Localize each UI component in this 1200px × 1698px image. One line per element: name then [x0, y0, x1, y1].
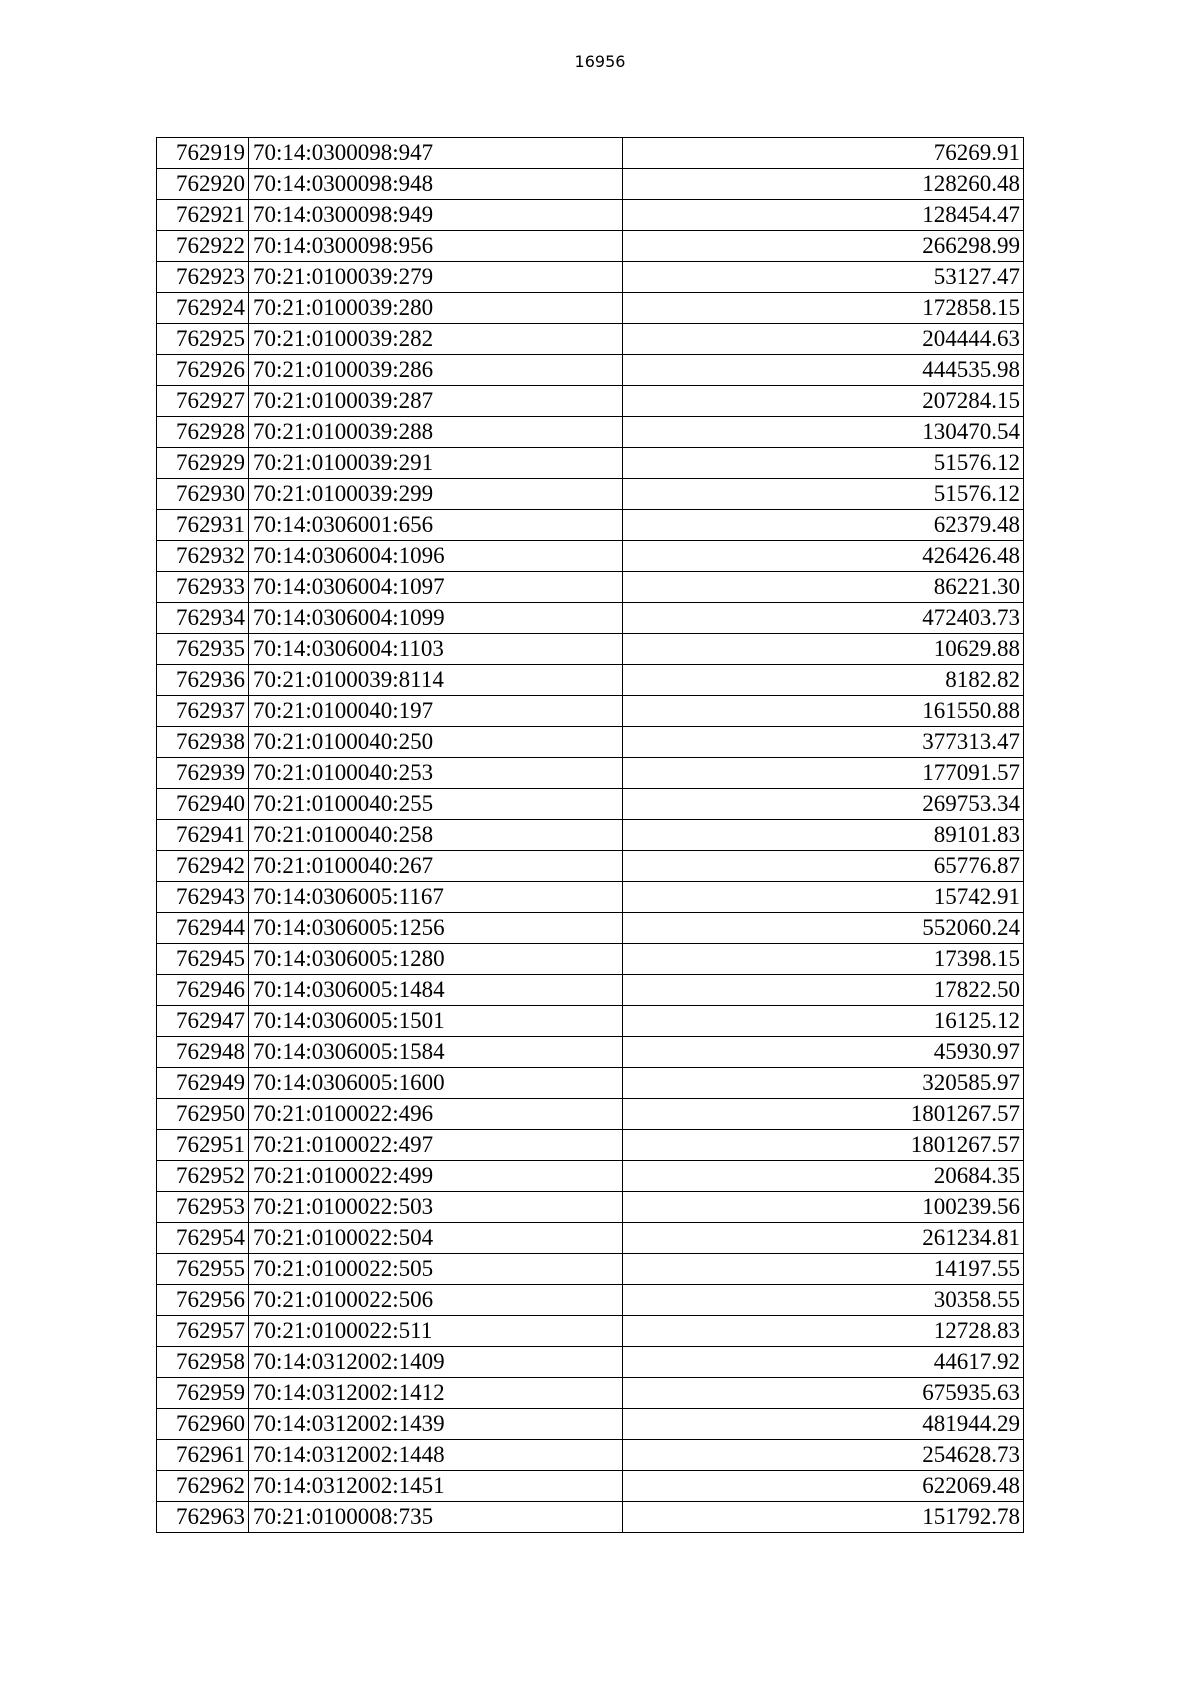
cadastral-number-cell: 70:21:0100022:511: [249, 1316, 623, 1347]
cadastral-number-cell: 70:14:0312002:1409: [249, 1347, 623, 1378]
row-id-cell: 762960: [157, 1409, 249, 1440]
table-row: [157, 727, 1024, 758]
row-id-cell: 762926: [157, 355, 249, 386]
cadastral-number-cell: 70:21:0100039:8114: [249, 665, 623, 696]
row-id-cell: 762923: [157, 262, 249, 293]
row-id-cell: 762943: [157, 882, 249, 913]
cadastral-number-cell: 70:14:0300098:947: [249, 138, 623, 169]
cadastral-number-cell: 70:21:0100039:287: [249, 386, 623, 417]
row-id-cell: 762956: [157, 1285, 249, 1316]
row-id-cell: 762946: [157, 975, 249, 1006]
cadastral-number-cell: 70:14:0306005:1484: [249, 975, 623, 1006]
row-id-cell: 762948: [157, 1037, 249, 1068]
value-cell: 254628.73: [623, 1440, 1024, 1471]
row-id-cell: 762934: [157, 603, 249, 634]
cadastral-number-cell: 70:14:0306005:1584: [249, 1037, 623, 1068]
row-id-cell: 762957: [157, 1316, 249, 1347]
row-id-cell: 762944: [157, 913, 249, 944]
row-id-cell: 762932: [157, 541, 249, 572]
cadastral-number-cell: 70:14:0300098:948: [249, 169, 623, 200]
row-id-cell: 762945: [157, 944, 249, 975]
value-cell: 10629.88: [623, 634, 1024, 665]
cadastral-number-cell: 70:21:0100022:503: [249, 1192, 623, 1223]
row-id-cell: 762930: [157, 479, 249, 510]
value-cell: 204444.63: [623, 324, 1024, 355]
value-cell: 261234.81: [623, 1223, 1024, 1254]
table-row: [157, 1285, 1024, 1316]
row-id-cell: 762919: [157, 138, 249, 169]
value-cell: 17822.50: [623, 975, 1024, 1006]
table-row: [157, 231, 1024, 262]
cadastral-number-cell: 70:21:0100022:499: [249, 1161, 623, 1192]
table-row: [157, 1316, 1024, 1347]
table-row: [157, 417, 1024, 448]
value-cell: 1801267.57: [623, 1130, 1024, 1161]
row-id-cell: 762959: [157, 1378, 249, 1409]
row-id-cell: 762942: [157, 851, 249, 882]
table-row: [157, 1440, 1024, 1471]
table-row: [157, 634, 1024, 665]
table-row: [157, 324, 1024, 355]
table-row: [157, 1130, 1024, 1161]
row-id-cell: 762935: [157, 634, 249, 665]
value-cell: 14197.55: [623, 1254, 1024, 1285]
value-cell: 269753.34: [623, 789, 1024, 820]
cadastral-number-cell: 70:14:0312002:1448: [249, 1440, 623, 1471]
row-id-cell: 762920: [157, 169, 249, 200]
table-row: [157, 665, 1024, 696]
table-row: [157, 696, 1024, 727]
cadastral-number-cell: 70:14:0306005:1256: [249, 913, 623, 944]
row-id-cell: 762951: [157, 1130, 249, 1161]
cadastral-number-cell: 70:21:0100022:506: [249, 1285, 623, 1316]
cadastral-number-cell: 70:21:0100040:255: [249, 789, 623, 820]
value-cell: 30358.55: [623, 1285, 1024, 1316]
table-row: [157, 944, 1024, 975]
value-cell: 15742.91: [623, 882, 1024, 913]
row-id-cell: 762922: [157, 231, 249, 262]
row-id-cell: 762947: [157, 1006, 249, 1037]
table-row: [157, 882, 1024, 913]
value-cell: 44617.92: [623, 1347, 1024, 1378]
row-id-cell: 762962: [157, 1471, 249, 1502]
value-cell: 172858.15: [623, 293, 1024, 324]
table-row: [157, 975, 1024, 1006]
value-cell: 151792.78: [623, 1502, 1024, 1533]
table-row: [157, 913, 1024, 944]
row-id-cell: 762927: [157, 386, 249, 417]
row-id-cell: 762924: [157, 293, 249, 324]
value-cell: 266298.99: [623, 231, 1024, 262]
table-row: [157, 1409, 1024, 1440]
table-row: [157, 510, 1024, 541]
registry-table-body: [157, 138, 1024, 1533]
cadastral-number-cell: 70:21:0100039:282: [249, 324, 623, 355]
cadastral-number-cell: 70:21:0100022:505: [249, 1254, 623, 1285]
value-cell: 207284.15: [623, 386, 1024, 417]
row-id-cell: 762961: [157, 1440, 249, 1471]
cadastral-number-cell: 70:14:0312002:1451: [249, 1471, 623, 1502]
cadastral-number-cell: 70:14:0306004:1103: [249, 634, 623, 665]
table-row: [157, 386, 1024, 417]
row-id-cell: 762933: [157, 572, 249, 603]
table-row: [157, 1502, 1024, 1533]
table-row: [157, 479, 1024, 510]
cadastral-number-cell: 70:14:0306005:1167: [249, 882, 623, 913]
row-id-cell: 762958: [157, 1347, 249, 1378]
cadastral-number-cell: 70:14:0306005:1600: [249, 1068, 623, 1099]
table-row: [157, 789, 1024, 820]
table-row: [157, 1037, 1024, 1068]
row-id-cell: 762937: [157, 696, 249, 727]
table-row: [157, 1378, 1024, 1409]
value-cell: 45930.97: [623, 1037, 1024, 1068]
table-row: [157, 1099, 1024, 1130]
row-id-cell: 762938: [157, 727, 249, 758]
value-cell: 320585.97: [623, 1068, 1024, 1099]
value-cell: 128454.47: [623, 200, 1024, 231]
value-cell: 62379.48: [623, 510, 1024, 541]
table-row: [157, 1192, 1024, 1223]
row-id-cell: 762928: [157, 417, 249, 448]
value-cell: 622069.48: [623, 1471, 1024, 1502]
registry-table: [156, 137, 1024, 1533]
value-cell: 51576.12: [623, 479, 1024, 510]
cadastral-number-cell: 70:21:0100040:197: [249, 696, 623, 727]
row-id-cell: 762931: [157, 510, 249, 541]
cadastral-number-cell: 70:21:0100022:497: [249, 1130, 623, 1161]
value-cell: 481944.29: [623, 1409, 1024, 1440]
value-cell: 377313.47: [623, 727, 1024, 758]
row-id-cell: 762936: [157, 665, 249, 696]
value-cell: 472403.73: [623, 603, 1024, 634]
row-id-cell: 762939: [157, 758, 249, 789]
table-row: [157, 262, 1024, 293]
cadastral-number-cell: 70:21:0100039:279: [249, 262, 623, 293]
value-cell: 86221.30: [623, 572, 1024, 603]
row-id-cell: 762929: [157, 448, 249, 479]
row-id-cell: 762952: [157, 1161, 249, 1192]
table-row: [157, 1068, 1024, 1099]
value-cell: 17398.15: [623, 944, 1024, 975]
value-cell: 65776.87: [623, 851, 1024, 882]
value-cell: 100239.56: [623, 1192, 1024, 1223]
table-row: [157, 1223, 1024, 1254]
table-row: [157, 169, 1024, 200]
cadastral-number-cell: 70:14:0300098:949: [249, 200, 623, 231]
table-row: [157, 293, 1024, 324]
row-id-cell: 762941: [157, 820, 249, 851]
table-row: [157, 1161, 1024, 1192]
value-cell: 675935.63: [623, 1378, 1024, 1409]
value-cell: 444535.98: [623, 355, 1024, 386]
table-row: [157, 603, 1024, 634]
cadastral-number-cell: 70:21:0100022:504: [249, 1223, 623, 1254]
cadastral-number-cell: 70:14:0306004:1097: [249, 572, 623, 603]
table-row: [157, 355, 1024, 386]
cadastral-number-cell: 70:21:0100039:299: [249, 479, 623, 510]
table-row: [157, 138, 1024, 169]
row-id-cell: 762954: [157, 1223, 249, 1254]
cadastral-number-cell: 70:21:0100039:288: [249, 417, 623, 448]
value-cell: 128260.48: [623, 169, 1024, 200]
row-id-cell: 762950: [157, 1099, 249, 1130]
cadastral-number-cell: 70:21:0100039:286: [249, 355, 623, 386]
cadastral-number-cell: 70:21:0100039:291: [249, 448, 623, 479]
value-cell: 8182.82: [623, 665, 1024, 696]
cadastral-number-cell: 70:21:0100039:280: [249, 293, 623, 324]
value-cell: 89101.83: [623, 820, 1024, 851]
cadastral-number-cell: 70:21:0100040:258: [249, 820, 623, 851]
value-cell: 16125.12: [623, 1006, 1024, 1037]
cadastral-number-cell: 70:14:0306005:1280: [249, 944, 623, 975]
table-row: [157, 851, 1024, 882]
row-id-cell: 762940: [157, 789, 249, 820]
table-row: [157, 572, 1024, 603]
value-cell: 20684.35: [623, 1161, 1024, 1192]
cadastral-number-cell: 70:14:0306005:1501: [249, 1006, 623, 1037]
row-id-cell: 762949: [157, 1068, 249, 1099]
value-cell: 53127.47: [623, 262, 1024, 293]
table-row: [157, 1471, 1024, 1502]
table-row: [157, 1254, 1024, 1285]
value-cell: 51576.12: [623, 448, 1024, 479]
cadastral-number-cell: 70:14:0306001:656: [249, 510, 623, 541]
table-row: [157, 200, 1024, 231]
page-number: 16956: [574, 52, 626, 71]
cadastral-number-cell: 70:14:0312002:1439: [249, 1409, 623, 1440]
value-cell: 552060.24: [623, 913, 1024, 944]
cadastral-number-cell: 70:21:0100040:253: [249, 758, 623, 789]
value-cell: 426426.48: [623, 541, 1024, 572]
value-cell: 161550.88: [623, 696, 1024, 727]
row-id-cell: 762925: [157, 324, 249, 355]
cadastral-number-cell: 70:21:0100040:267: [249, 851, 623, 882]
value-cell: 177091.57: [623, 758, 1024, 789]
table-row: [157, 758, 1024, 789]
value-cell: 130470.54: [623, 417, 1024, 448]
value-cell: 76269.91: [623, 138, 1024, 169]
value-cell: 1801267.57: [623, 1099, 1024, 1130]
table-row: [157, 541, 1024, 572]
value-cell: 12728.83: [623, 1316, 1024, 1347]
cadastral-number-cell: 70:21:0100040:250: [249, 727, 623, 758]
table-row: [157, 1347, 1024, 1378]
cadastral-number-cell: 70:14:0306004:1099: [249, 603, 623, 634]
row-id-cell: 762921: [157, 200, 249, 231]
row-id-cell: 762955: [157, 1254, 249, 1285]
row-id-cell: 762963: [157, 1502, 249, 1533]
cadastral-number-cell: 70:21:0100008:735: [249, 1502, 623, 1533]
cadastral-number-cell: 70:14:0300098:956: [249, 231, 623, 262]
table-row: [157, 448, 1024, 479]
table-row: [157, 1006, 1024, 1037]
cadastral-number-cell: 70:14:0312002:1412: [249, 1378, 623, 1409]
cadastral-number-cell: 70:14:0306004:1096: [249, 541, 623, 572]
cadastral-number-cell: 70:21:0100022:496: [249, 1099, 623, 1130]
row-id-cell: 762953: [157, 1192, 249, 1223]
table-row: [157, 820, 1024, 851]
